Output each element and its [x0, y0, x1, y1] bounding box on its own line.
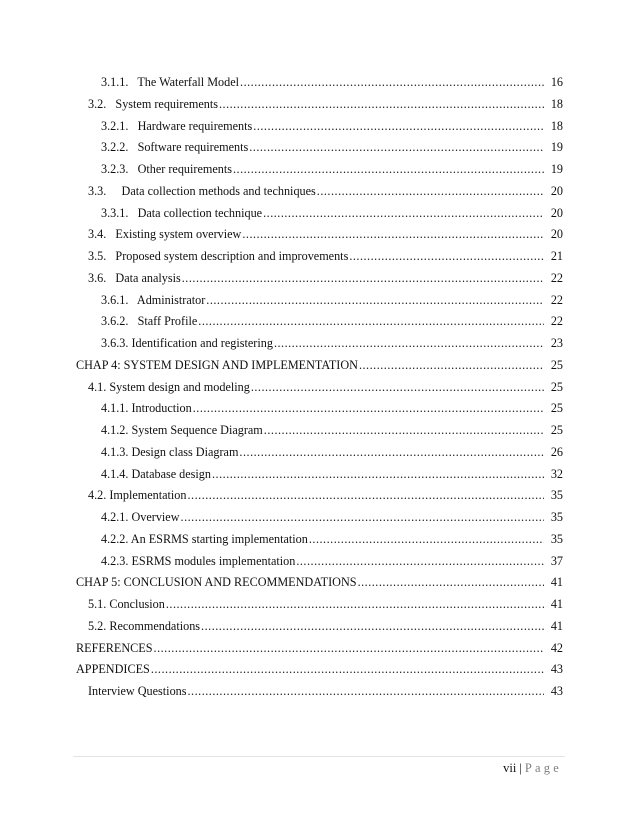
toc-entry-page: 19	[550, 162, 563, 176]
toc-entry	[101, 72, 638, 94]
toc-entry-page: 22	[550, 292, 563, 307]
toc-entry-label: 5.1. Conclusion	[88, 594, 166, 616]
toc-leader-dots	[188, 681, 545, 703]
toc-entry	[101, 290, 638, 312]
footer-divider	[73, 756, 565, 757]
toc-entry-page: 37	[550, 553, 563, 568]
toc-leader-dots	[188, 485, 545, 507]
toc-leader-dots	[359, 355, 544, 377]
toc-entry-label: 3.2. System requirements	[88, 94, 219, 116]
toc-entry-label: 3.3. Data collection methods and techniques	[88, 181, 317, 203]
toc-entry-page: 18	[550, 118, 563, 133]
toc-entry	[101, 311, 638, 333]
toc-entry-label: 3.2.1. Hardware requirements	[101, 116, 253, 138]
toc-entry	[88, 94, 638, 116]
toc-leader-dots	[201, 616, 544, 638]
toc-entry-page: 43	[550, 684, 563, 698]
toc-leader-dots	[296, 551, 544, 573]
toc-leader-dots	[212, 464, 544, 486]
toc-leader-dots	[193, 398, 544, 420]
toc-leader-dots	[233, 159, 544, 181]
toc-leader-dots	[358, 572, 544, 594]
toc-leader-dots	[253, 116, 544, 138]
toc-entry-page: 41	[550, 597, 563, 611]
toc-entry-label: 3.3.1. Data collection technique	[101, 203, 263, 225]
toc-entry-label: CHAP 5: CONCLUSION AND RECOMMENDATIONS	[76, 572, 358, 594]
toc-entry	[88, 681, 638, 703]
toc-entry-label: 3.6.3. Identification and registering	[101, 333, 274, 355]
toc-chapter-entry	[76, 659, 638, 681]
toc-entry-label: 4.2.2. An ESRMS starting implementation	[101, 529, 309, 551]
toc-leader-dots	[240, 72, 544, 94]
toc-leader-dots	[151, 659, 544, 681]
toc-leader-dots	[198, 311, 544, 333]
toc-entry-label: 5.2. Recommendations	[88, 616, 201, 638]
toc-entry-page: 41	[550, 618, 563, 633]
toc-entry	[88, 377, 638, 399]
toc-entry-page: 35	[550, 531, 563, 546]
toc-entry-label: 3.2.2. Software requirements	[101, 137, 249, 159]
toc-entry-label: 3.4. Existing system overview	[88, 224, 242, 246]
toc-leader-dots	[309, 529, 544, 551]
toc-entry	[101, 159, 638, 181]
toc-entry-page: 22	[550, 314, 563, 329]
toc-chapter-entry	[76, 572, 638, 594]
toc-entry-label: 4.1.3. Design class Diagram	[101, 442, 239, 464]
toc-entry-page: 22	[550, 270, 563, 285]
toc-entry-label: 4.1.2. System Sequence Diagram	[101, 420, 264, 442]
toc-entry-page: 26	[550, 444, 563, 459]
toc-entry-label: 3.6. Data analysis	[88, 268, 182, 290]
toc-leader-dots	[206, 290, 544, 312]
toc-entry-label: CHAP 4: SYSTEM DESIGN AND IMPLEMENTATION	[76, 355, 359, 377]
toc-entry	[88, 616, 638, 638]
toc-entry-label: 3.5. Proposed system description and improvements	[88, 246, 349, 268]
toc-leader-dots	[239, 442, 544, 464]
toc-leader-dots	[263, 203, 544, 225]
toc-leader-dots	[219, 94, 544, 116]
toc-entry-page: 43	[550, 662, 563, 677]
toc-entry	[101, 203, 638, 225]
toc-entry-page: 25	[550, 423, 563, 437]
page-word: Page	[524, 761, 562, 775]
toc-chapter-entry	[76, 355, 638, 377]
toc-entry	[88, 246, 638, 268]
toc-entry-page: 23	[550, 336, 563, 350]
toc-leader-dots	[317, 181, 544, 203]
toc-leader-dots	[274, 333, 544, 355]
toc-entry-page: 25	[550, 357, 563, 372]
toc-entry	[88, 594, 638, 616]
toc-entry	[88, 224, 638, 246]
toc-entry-label: 4.1.1. Introduction	[101, 398, 193, 420]
toc-entry-label: 4.1.4. Database design	[101, 464, 212, 486]
toc-entry-page: 42	[550, 640, 563, 655]
toc-entry	[101, 116, 638, 138]
toc-entry-label: 3.6.1. Administrator	[101, 290, 206, 312]
page-footer	[503, 758, 562, 778]
toc-entry-page: 35	[550, 488, 563, 503]
toc-entry-page: 35	[550, 510, 563, 524]
toc-entry-label: Interview Questions	[88, 681, 188, 703]
toc-entry	[101, 137, 638, 159]
toc-leader-dots	[251, 377, 544, 399]
footer-separator: |	[519, 761, 522, 775]
toc-entry-label: 3.6.2. Staff Profile	[101, 311, 198, 333]
toc-chapter-entry	[76, 638, 638, 660]
toc-entry-page: 32	[550, 466, 563, 481]
toc-entry-label: 4.2. Implementation	[88, 485, 188, 507]
toc-entry	[101, 333, 638, 355]
toc-leader-dots	[249, 137, 544, 159]
toc-leader-dots	[154, 638, 544, 660]
toc-entry	[88, 268, 638, 290]
toc-entry	[101, 464, 638, 486]
toc-entry-page: 20	[550, 205, 563, 220]
toc-entry-label: 3.1.1. The Waterfall Model	[101, 72, 240, 94]
toc-leader-dots	[264, 420, 544, 442]
toc-entry-label: REFERENCES	[76, 638, 154, 660]
toc-entry-page: 20	[550, 227, 563, 242]
toc-entry-page: 19	[550, 140, 563, 155]
toc-entry-page: 25	[550, 401, 563, 416]
toc-entry-page: 21	[550, 249, 563, 263]
toc-leader-dots	[181, 507, 544, 529]
page-number: vii	[503, 761, 517, 775]
toc-entry-page: 41	[550, 575, 563, 590]
toc-entry-page: 25	[550, 379, 563, 394]
toc-leader-dots	[182, 268, 544, 290]
toc-leader-dots	[166, 594, 544, 616]
toc-entry-label: 4.1. System design and modeling	[88, 377, 251, 399]
toc-entry	[88, 485, 638, 507]
toc-entry	[101, 529, 638, 551]
toc-entry	[88, 181, 638, 203]
toc-leader-dots	[242, 224, 544, 246]
toc-entry-page: 20	[550, 183, 563, 198]
toc-entry-label: 4.2.3. ESRMS modules implementation	[101, 551, 296, 573]
toc-entry-page: 16	[550, 75, 563, 89]
toc-entry	[101, 551, 638, 573]
toc-entry	[101, 420, 638, 442]
toc-entry-label: APPENDICES	[76, 659, 151, 681]
toc-entry	[101, 507, 638, 529]
toc-leader-dots	[349, 246, 544, 268]
toc-entry-label: 4.2.1. Overview	[101, 507, 181, 529]
toc-entry-page: 18	[550, 96, 563, 111]
table-of-contents	[0, 72, 638, 703]
toc-entry-label: 3.2.3. Other requirements	[101, 159, 233, 181]
toc-entry	[101, 442, 638, 464]
toc-entry	[101, 398, 638, 420]
